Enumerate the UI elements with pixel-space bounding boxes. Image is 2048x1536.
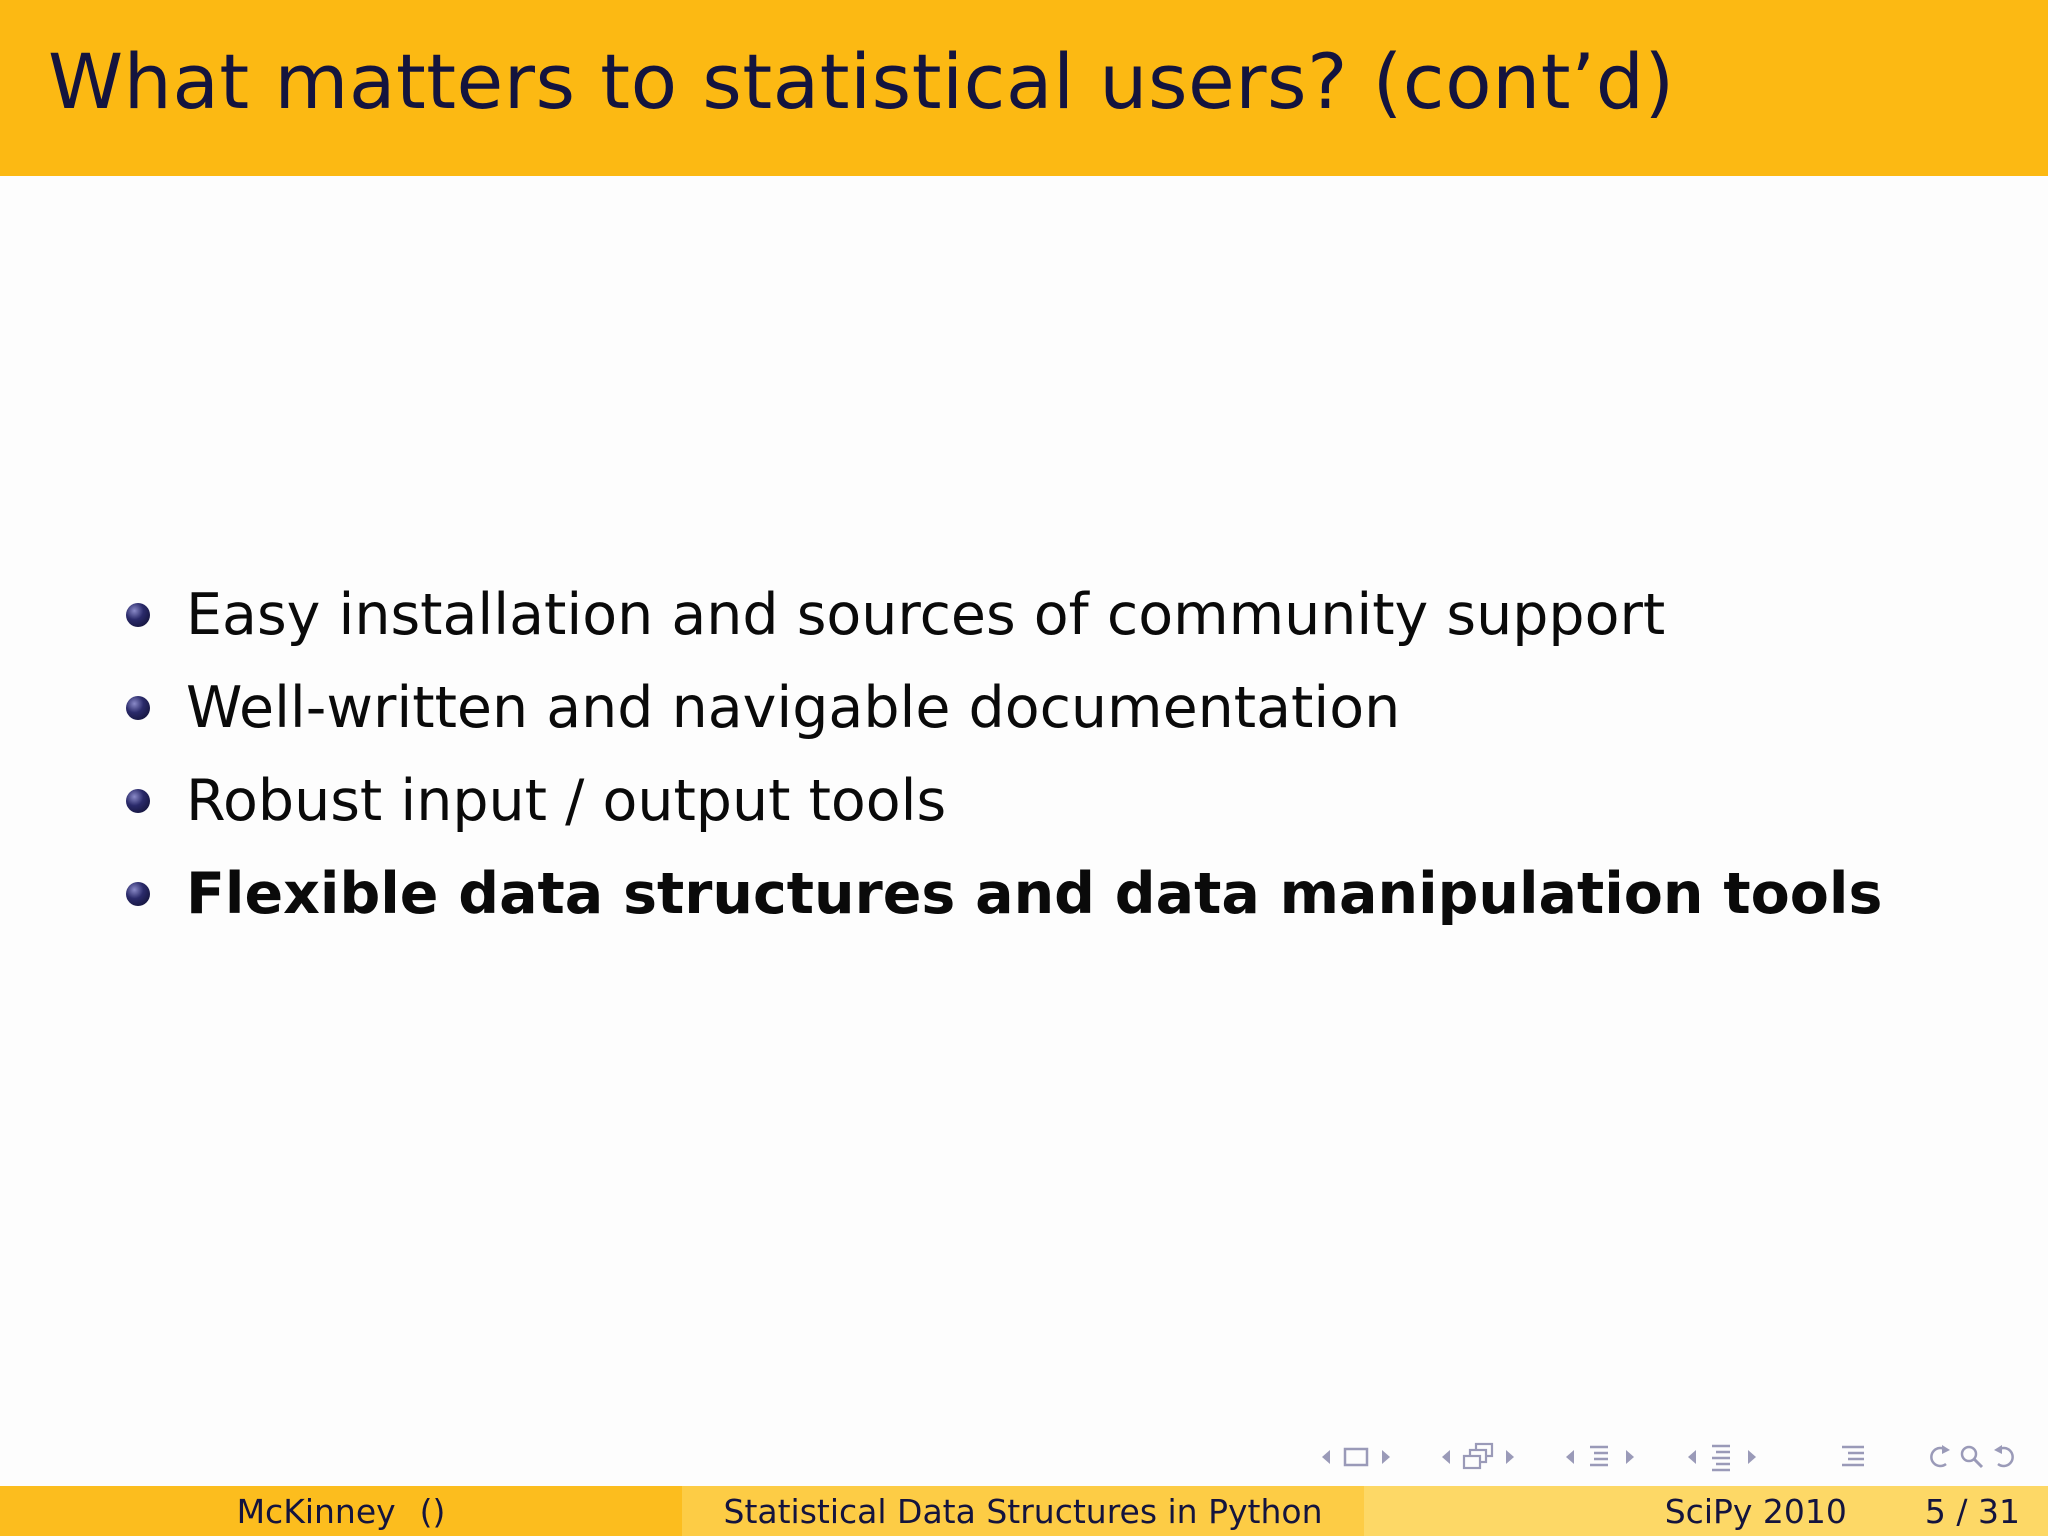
section-icon[interactable] [1580, 1440, 1620, 1474]
footer-bar [0, 1486, 2048, 1536]
bullet-text-emphasized: Flexible data structures and data manipulation tools [186, 861, 1883, 927]
footer-page-number: 5 / 31 [1924, 1491, 2020, 1531]
footer-conference: SciPy 2010 [1664, 1491, 1847, 1531]
footer-title-block [682, 1486, 1364, 1536]
next-arrow-icon[interactable] [1620, 1440, 1640, 1474]
next-arrow-icon[interactable] [1500, 1440, 1520, 1474]
footer-institute: () [419, 1491, 446, 1531]
nav-subsection-group [1436, 1440, 1520, 1474]
bullet-text: Easy installation and sources of community support [186, 582, 1666, 648]
search-icon[interactable] [1956, 1440, 1988, 1474]
prev-arrow-icon[interactable] [1436, 1440, 1456, 1474]
nav-frame-group [1316, 1440, 1396, 1474]
nav-align-group [1834, 1440, 1874, 1474]
bullet-list [124, 568, 2004, 940]
nav-subsubsection-group [1682, 1440, 1762, 1474]
back-icon[interactable] [1922, 1440, 1956, 1474]
prev-arrow-icon[interactable] [1316, 1440, 1336, 1474]
bullet-point-icon [126, 603, 150, 627]
subsubsection-icon[interactable] [1702, 1440, 1742, 1474]
footer-date-block [1364, 1486, 2048, 1536]
bullet-text: Well-written and navigable documentation [186, 675, 1401, 741]
slide-title: What matters to statistical users? (cont’d) [48, 37, 1675, 126]
bullet-text: Robust input / output tools [186, 768, 947, 834]
bullet-point-icon [126, 882, 150, 906]
nav-section-group [1560, 1440, 1640, 1474]
next-arrow-icon[interactable] [1742, 1440, 1762, 1474]
subsection-icon[interactable] [1456, 1440, 1500, 1474]
bullet-point-icon [126, 789, 150, 813]
bullet-item [124, 568, 2004, 661]
frame-icon[interactable] [1336, 1440, 1376, 1474]
prev-arrow-icon[interactable] [1560, 1440, 1580, 1474]
footer-author: McKinney [236, 1491, 396, 1531]
forward-icon[interactable] [1988, 1440, 2022, 1474]
title-bar [0, 0, 2048, 176]
bullet-item [124, 754, 2004, 847]
prev-arrow-icon[interactable] [1682, 1440, 1702, 1474]
align-icon[interactable] [1834, 1440, 1874, 1474]
next-arrow-icon[interactable] [1376, 1440, 1396, 1474]
bullet-point-icon [126, 696, 150, 720]
footer-presentation-title: Statistical Data Structures in Python [723, 1491, 1323, 1531]
footer-author-block [0, 1486, 682, 1536]
bullet-item [124, 847, 2004, 940]
bullet-item [124, 661, 2004, 754]
nav-search-group [1922, 1440, 2022, 1474]
